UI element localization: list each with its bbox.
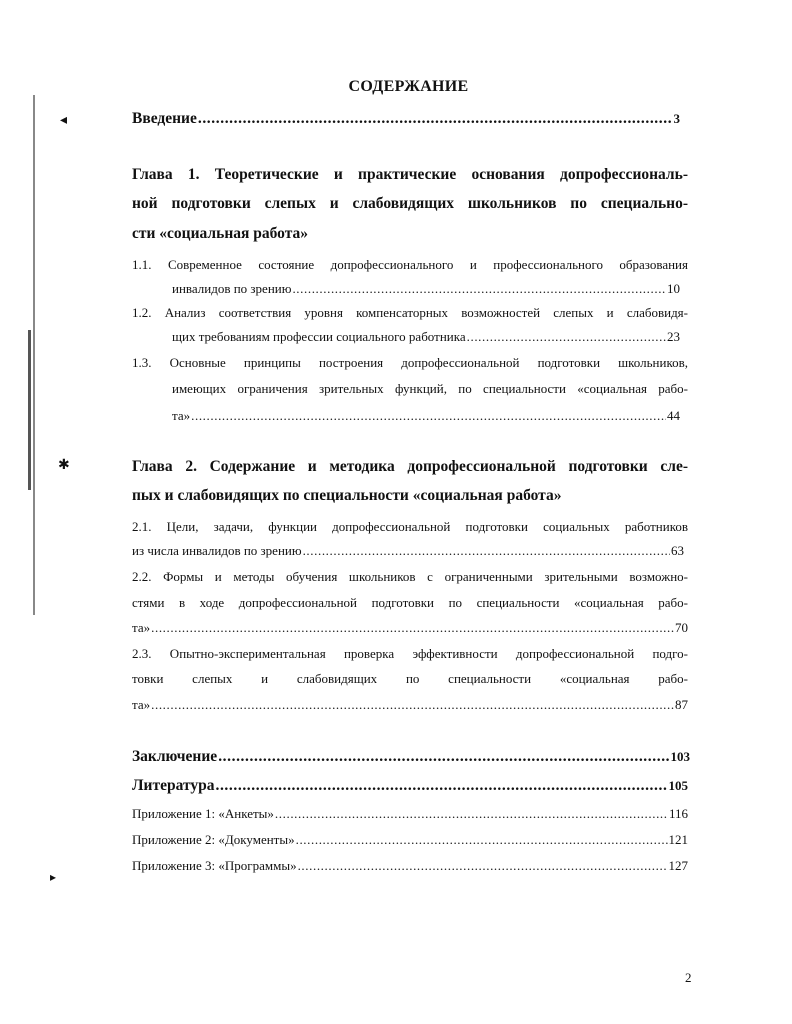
toc-appendix-2-page: 121: [668, 832, 688, 847]
chapter-1-line-3: сти «социальная работа»: [132, 225, 309, 242]
section-1-1-page: 10: [667, 281, 680, 296]
toc-dots: [296, 832, 668, 848]
toc-dots: [292, 281, 666, 297]
toc-appendix-3-label: Приложение 3: «Программы»: [132, 858, 297, 873]
toc-dots: [151, 620, 674, 636]
toc-appendix-2-label: Приложение 2: «Документы»: [132, 832, 295, 847]
section-1-3-last: [172, 408, 680, 424]
section-2-1-last: [132, 543, 684, 559]
section-2-2-page: 70: [675, 620, 688, 635]
toc-dots: [298, 858, 668, 874]
toc-appendix-1-label: Приложение 1: «Анкеты»: [132, 806, 274, 821]
chapter-1-line-2: ной подготовки слепых и слабовидящих школьников по специально-: [132, 195, 688, 212]
section-1-3-text: та»: [172, 408, 191, 423]
section-1-3-middle: имеющих ограничения зрительных функций, по специальности «социальная рабо-: [172, 381, 688, 396]
toc-dots: [467, 329, 666, 345]
section-1-1-text: инвалидов по зрению: [172, 281, 292, 296]
toc-appendix-1: [132, 806, 688, 822]
toc-literature-label: Литература: [132, 777, 215, 794]
section-2-3-last: [132, 697, 688, 713]
section-1-3-page: 44: [667, 408, 680, 423]
scan-margin-line: [28, 330, 31, 490]
section-1-2-last: [172, 329, 680, 345]
section-2-2-text: та»: [132, 620, 151, 635]
section-2-3-text: та»: [132, 697, 151, 712]
section-2-1-first: 2.1. Цели, задачи, функции допрофессиональной подготовки социальных работников: [132, 519, 688, 534]
section-1-2-first: 1.2. Анализ соответствия уровня компенсаторных возможностей слепых и слабовидя-: [132, 305, 688, 320]
toc-intro-label: Введение: [132, 110, 197, 127]
section-2-3-middle: товки слепых и слабовидящих по специальности «социальная рабо-: [132, 671, 688, 686]
scan-mark: ◂: [60, 112, 68, 128]
scan-mark: ✱: [58, 457, 70, 473]
toc-literature-page: 105: [668, 778, 688, 793]
toc-conclusion-label: Заключение: [132, 748, 218, 765]
section-1-1-first: 1.1. Современное состояние допрофессионального и профессионального образования: [132, 257, 688, 272]
section-2-3-first: 2.3. Опытно-экспериментальная проверка эффективности допрофессиональной подго-: [132, 646, 688, 661]
chapter-2-line-2: пых и слабовидящих по специальности «социальная работа»: [132, 487, 562, 504]
page-number: 2: [685, 970, 692, 985]
toc-dots: [151, 697, 674, 713]
toc-appendix-3-page: 127: [668, 858, 688, 873]
toc-intro: [132, 110, 680, 128]
toc-appendix-1-page: 116: [668, 806, 688, 821]
toc-conclusion: [132, 748, 690, 766]
chapter-1-line-1: Глава 1. Теоретические и практические основания допрофессиональ-: [132, 166, 688, 183]
section-1-3-first: 1.3. Основные принципы построения допрофессиональной подготовки школьников,: [132, 355, 688, 370]
page-title: СОДЕРЖАНИЕ: [348, 78, 469, 95]
toc-appendix-3: [132, 858, 688, 874]
toc-literature: [132, 777, 688, 795]
section-2-3-page: 87: [675, 697, 688, 712]
section-2-1-text: из числа инвалидов по зрению: [132, 543, 302, 558]
toc-appendix-2: [132, 832, 688, 848]
chapter-2-line-1: Глава 2. Содержание и методика допрофессиональной подготовки сле-: [132, 458, 688, 475]
toc-dots: [191, 408, 666, 424]
scan-mark: ▸: [50, 870, 57, 884]
toc-dots: [303, 543, 670, 559]
toc-intro-page: 3: [673, 111, 680, 126]
toc-conclusion-page: 103: [670, 749, 690, 764]
section-1-2-text: щих требованиям профессии социального работника: [172, 329, 466, 344]
section-2-2-last: [132, 620, 688, 636]
section-1-1-last: [172, 281, 680, 297]
toc-dots: [275, 806, 668, 822]
section-1-2-page: 23: [667, 329, 680, 344]
toc-dots: [198, 110, 673, 128]
section-2-2-first: 2.2. Формы и методы обучения школьников с ограниченными зрительными возможно-: [132, 569, 688, 584]
section-2-2-middle: стями в ходе допрофессиональной подготовки по специальности «социальная рабо-: [132, 595, 688, 610]
scan-margin-line: [33, 95, 35, 615]
toc-dots: [218, 748, 669, 766]
section-2-1-page: 63: [671, 543, 684, 558]
toc-dots: [215, 777, 667, 795]
